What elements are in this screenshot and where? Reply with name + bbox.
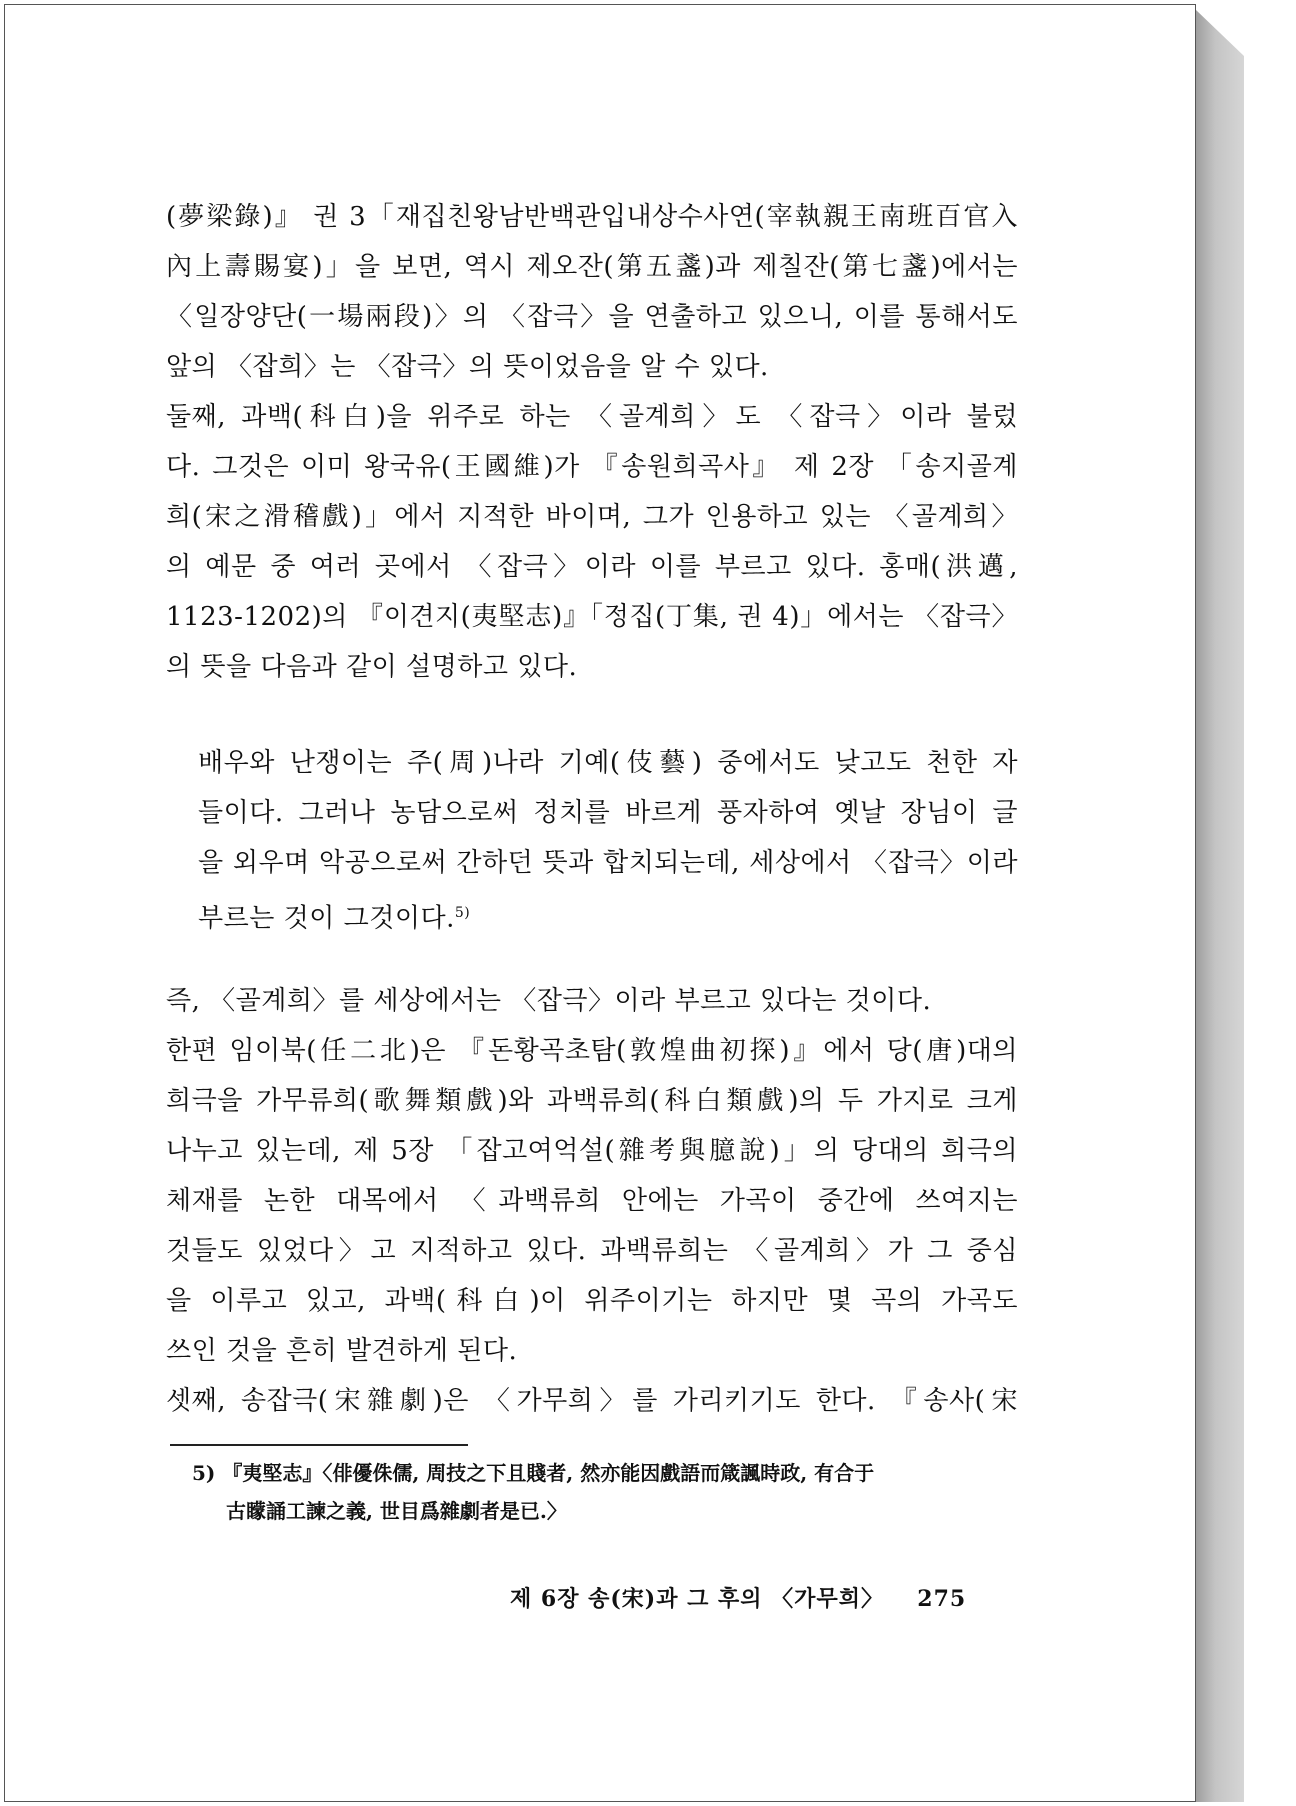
footnote-mark: 5) <box>454 905 471 921</box>
text-line: 의 뜻을 다음과 같이 설명하고 있다. <box>166 652 578 682</box>
page-edge <box>1196 10 1244 1802</box>
quote-line: 을 외우며 악공으로써 간하던 뜻과 합치되는데, 세상에서 〈잡극〉이라 <box>198 848 1018 878</box>
text-line: 1123-1202)의 『이견지(夷堅志)』「정집(丁集, 권 4)」에서는 〈잡극〉 <box>166 602 1018 632</box>
quote-line: 들이다. 그러나 농담으로써 정치를 바르게 풍자하여 옛날 장님이 글 <box>198 798 1018 828</box>
text-line: 것들도 있었다〉고 지적하고 있다. 과백류희는 〈골계희〉가 그 중심 <box>166 1236 1018 1266</box>
text-line: 다. 그것은 이미 왕국유(王國維)가 『송원희곡사』 제 2장 「송지골계 <box>166 452 1018 482</box>
footnote <box>192 1454 1018 1530</box>
body-text-bottom <box>166 976 1018 1426</box>
quote-text: 부르는 것이 그것이다. <box>198 903 455 934</box>
footnote-line: 古矇誦工諫之義, 世目爲雜劇者是已.〉 <box>226 1499 567 1523</box>
text-line: (夢梁錄)』 권 3「재집친왕남반백관입내상수사연(宰執親王南班百官入 <box>166 202 1018 232</box>
text-line: 희(宋之滑稽戲)」에서 지적한 바이며, 그가 인용하고 있는 〈골계희〉 <box>166 502 1018 532</box>
text-line: 체재를 논한 대목에서 〈과백류희 안에는 가곡이 중간에 쓰여지는 <box>166 1186 1018 1216</box>
chapter-title: 제 6장 송(宋)과 그 후의 〈가무희〉 <box>510 1586 884 1612</box>
text-line: 內上壽賜宴)」을 보면, 역시 제오잔(第五盞)과 제칠잔(第七盞)에서는 <box>166 252 1018 282</box>
block-quote <box>198 738 1018 944</box>
footnote-divider <box>170 1444 468 1446</box>
footnote-line: 5) 『夷堅志』〈俳優侏儒, 周技之下且賤者, 然亦能因戲語而箴諷時政, 有合于 <box>192 1461 875 1485</box>
quote-line-last <box>198 888 1018 944</box>
quote-line: 배우와 난쟁이는 주(周)나라 기예(伎藝) 중에서도 낮고도 천한 자 <box>198 748 1018 778</box>
text-line: 즉, 〈골계희〉를 세상에서는 〈잡극〉이라 부르고 있다는 것이다. <box>166 986 932 1016</box>
text-line: 앞의 〈잡희〉는 〈잡극〉의 뜻이었음을 알 수 있다. <box>166 352 769 382</box>
text-line: 둘째, 과백(科白)을 위주로 하는 〈골계희〉도 〈잡극〉이라 불렀 <box>166 402 1018 432</box>
running-footer <box>510 1582 966 1613</box>
page-number: 275 <box>917 1586 967 1612</box>
text-line: 을 이루고 있고, 과백(科白)이 위주이기는 하지만 몇 곡의 가곡도 <box>166 1286 1018 1316</box>
text-line: 쓰인 것을 흔히 발견하게 된다. <box>166 1336 518 1366</box>
text-line: 희극을 가무류희(歌舞類戲)와 과백류희(科白類戲)의 두 가지로 크게 <box>166 1086 1018 1116</box>
body-text-top <box>166 192 1018 692</box>
text-line: 나누고 있는데, 제 5장 「잡고여억설(雜考與臆說)」의 당대의 희극의 <box>166 1136 1018 1166</box>
text-line: 셋째, 송잡극(宋雜劇)은 〈가무희〉를 가리키기도 한다. 『송사(宋 <box>166 1386 1018 1416</box>
text-line: 의 예문 중 여러 곳에서 〈잡극〉이라 이를 부르고 있다. 홍매(洪邁, <box>166 552 1018 582</box>
text-line: 한편 임이북(任二北)은 『돈황곡초탐(敦煌曲初探)』에서 당(唐)대의 <box>166 1036 1018 1066</box>
text-line: 〈일장양단(一場兩段)〉의 〈잡극〉을 연출하고 있으니, 이를 통해서도 <box>166 302 1018 332</box>
